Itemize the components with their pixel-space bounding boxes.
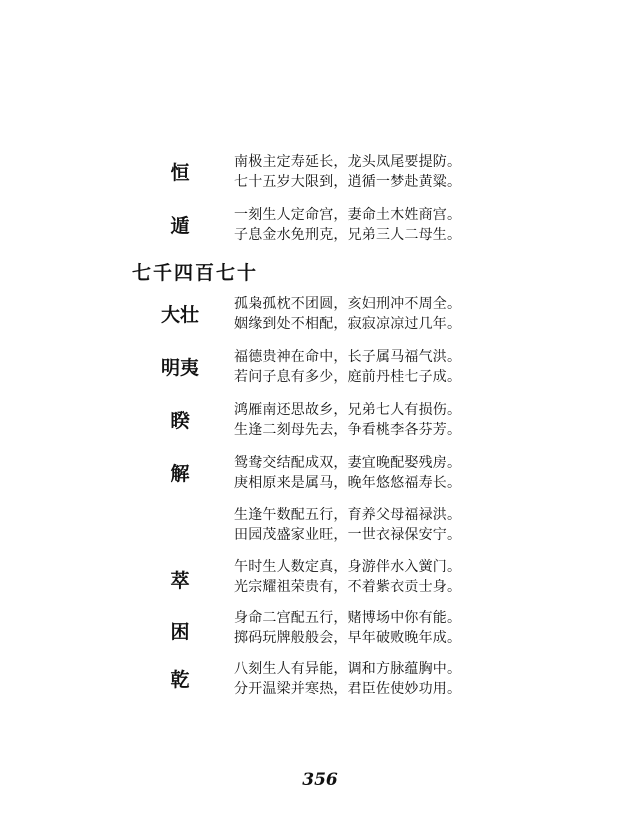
verse (234, 659, 461, 699)
verse-line: 田园茂盛家业旺，一世衣禄保安宁。 (234, 527, 462, 543)
verse-line: 午时生人数定真，身游伴水入黉门。 (234, 559, 462, 575)
hexagram-name: 遁 (170, 215, 190, 237)
verse-line: 生逢二刻母先去，争看桃李各芬芳。 (234, 422, 462, 438)
hexagram-name: 乾 (170, 669, 190, 691)
verse-line: 福德贵神在命中，长子属马福气洪。 (234, 349, 462, 365)
verse (234, 205, 461, 245)
section-title: 七千四百七十 (132, 262, 259, 284)
verse-line: 光宗耀祖荣贵有，不着紫衣贡士身。 (234, 579, 462, 595)
hexagram-name: 睽 (170, 410, 190, 432)
verse-line: 分开温梁并寒热，君臣佐使妙功用。 (234, 681, 462, 697)
hexagram-name: 解 (170, 463, 190, 485)
verse (234, 505, 461, 545)
verse (234, 557, 461, 597)
hexagram-name: 恒 (170, 162, 190, 184)
verse-line: 南极主定寿延长，龙头凤尾要提防。 (234, 154, 462, 170)
verse-line: 若问子息有多少，庭前丹桂七子成。 (234, 369, 462, 385)
page-number: 356 (302, 770, 338, 790)
verse-line: 鸳鸯交结配成双，妻宜晚配娶残房。 (234, 455, 462, 471)
verse (234, 294, 461, 334)
verse-line: 八刻生人有异能，调和方脉蕴胸中。 (234, 661, 462, 677)
verse (234, 152, 461, 192)
verse-line: 孤枭孤枕不团圆，亥妇刑冲不周全。 (234, 296, 462, 312)
hexagram-name: 明夷 (160, 357, 199, 379)
hexagram-name: 困 (170, 621, 190, 643)
verse-line: 姻缘到处不相配，寂寂凉凉过几年。 (234, 316, 462, 332)
hexagram-name: 大壮 (160, 304, 199, 326)
verse-line: 生逢午数配五行，育养父母福禄洪。 (234, 507, 462, 523)
hexagram-name: 萃 (170, 570, 190, 592)
verse-line: 七十五岁大限到，逍循一梦赴黄粱。 (234, 174, 462, 190)
verse (234, 453, 461, 493)
verse-line: 掷码玩牌般般会，早年破败晚年成。 (234, 630, 462, 646)
verse (234, 608, 461, 648)
verse-line: 庚相原来是属马，晚年悠悠福寿长。 (234, 475, 462, 491)
verse-line: 一刻生人定命宫，妻命土木姓商宫。 (234, 207, 462, 223)
verse (234, 400, 461, 440)
verse-line: 身命二宫配五行，赌博场中你有能。 (234, 610, 462, 626)
verse-line: 子息金水免刑克，兄弟三人二母生。 (234, 227, 462, 243)
verse-line: 鸿雁南还思故乡，兄弟七人有损伤。 (234, 402, 462, 418)
verse (234, 347, 461, 387)
